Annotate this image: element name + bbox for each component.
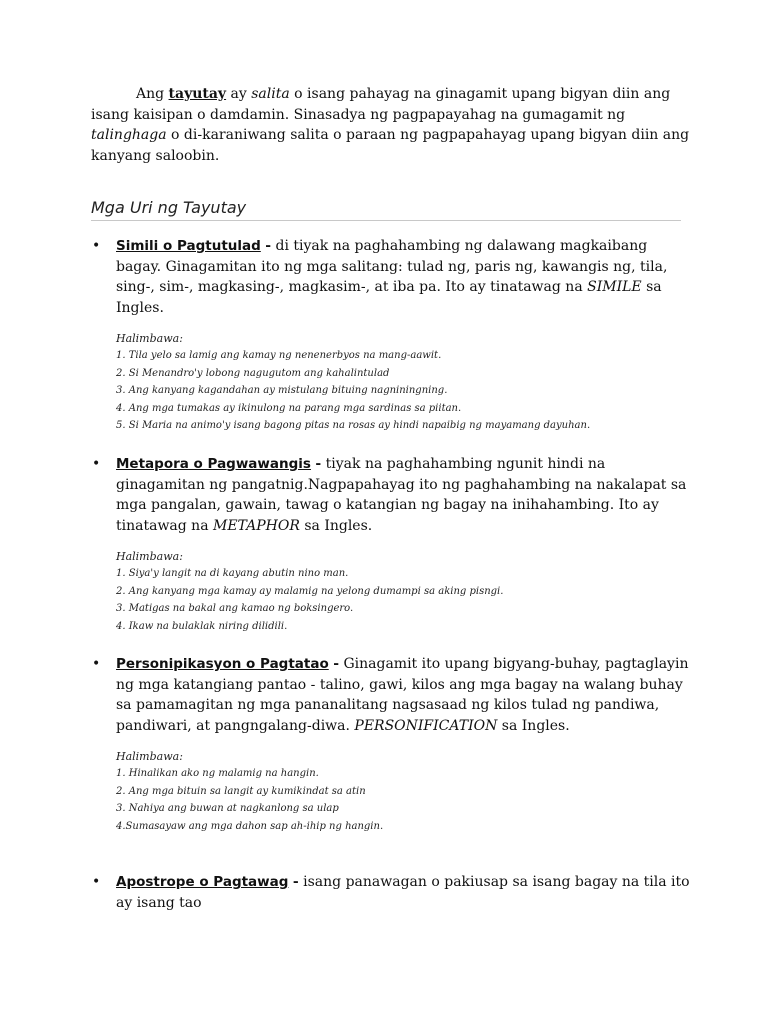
item-separator: - xyxy=(333,656,340,672)
bullet-icon: • xyxy=(92,238,101,254)
bullet-icon: • xyxy=(92,656,101,672)
item-term: Apostrope o Pagtawag xyxy=(116,874,289,890)
item-separator: - xyxy=(315,456,322,472)
example-line: 1. Hinalikan ako ng malamig na hangin. xyxy=(116,768,319,779)
bullet-icon: • xyxy=(92,456,101,472)
item-text: tiyak na paghahambing ngunit hindi na ginagamitan ng pangatnig.Nagpapahayag ito ng paghahambing na nakalapat sa mga pangalan, gawain, tawag o katangian ng bagay na inihahambing. Ito ay tinatawag na xyxy=(116,456,687,534)
example-line: 2. Ang mga bituin sa langit ay kumikindat sa atin xyxy=(116,785,366,797)
item-text: sa Ingles. xyxy=(501,717,570,734)
english-term: METAPHOR xyxy=(213,517,300,534)
intro-text: o di-karaniwang salita o paraan ng pagpapahayag upang bigyan diin ang kanyang saloobin. xyxy=(91,127,690,164)
item-text: sa Ingles. xyxy=(304,517,373,534)
example-line: 2. Ang kanyang mga kamay ay malamig na yelong dumampi sa aking pisngi. xyxy=(116,585,504,597)
intro-text: ay xyxy=(230,86,247,102)
item-term: Personipikasyon o Pagtatao xyxy=(116,656,329,672)
examples-heading: Halimbawa: xyxy=(116,550,183,563)
english-term: SIMILE xyxy=(587,279,642,295)
tayutay-item-personipikasyon xyxy=(92,654,692,835)
item-description xyxy=(116,236,692,318)
item-text: Ginagamit ito upang bigyang-buhay, pagtaglayin ng mga katangiang pantao - talino, gawi, kilos ang mga bagay na walang buhay sa pamamagitan ng mga pananalitang nagsasaad ng kilos tulad ng pandiwa, pandiwari, at pangngalang-diwa. xyxy=(116,656,689,734)
example-line: 2. Si Menandro'y lobong nagugutom ang kahalintulad xyxy=(116,367,390,379)
item-description xyxy=(116,654,692,736)
intro-paragraph xyxy=(91,84,701,166)
keyword-salita: salita xyxy=(251,86,290,102)
item-text: sa Ingles. xyxy=(116,279,662,316)
english-term: PERSONIFICATION xyxy=(354,717,498,734)
intro-text: Ang xyxy=(136,86,165,102)
heading-divider xyxy=(91,220,681,221)
keyword-talinghaga: talinghaga xyxy=(91,127,167,143)
example-line: 4.Sumasayaw ang mga dahon sap ah-ihip ng hangin. xyxy=(116,820,384,832)
intro-text: o isang pahayag na ginagamit upang bigyan diin ang isang kaisipan o damdamin. Sinasadya ng pagpapayahag na gumagamit ng xyxy=(91,86,671,123)
bullet-icon: • xyxy=(92,874,101,890)
example-line: 4. Ang mga tumakas ay ikinulong na parang mga sardinas sa piitan. xyxy=(116,402,462,414)
example-line: 1. Tila yelo sa lamig ang kamay ng nenenerbyos na mang-aawit. xyxy=(116,350,442,361)
item-description xyxy=(116,454,692,536)
section-heading: Mga Uri ng Tayutay xyxy=(91,198,247,217)
example-line: 1. Siya'y langit na di kayang abutin nino man. xyxy=(116,568,349,579)
item-text: di tiyak na paghahambing ng dalawang magkaibang bagay. Ginagamitan ito ng mga salitang: tulad ng, paris ng, kawangis ng, tila, sing-, sim-, magkasing-, magkasim-, at iba pa. Ito ay tinatawag na xyxy=(116,238,668,295)
item-text: isang panawagan o pakiusap sa isang bagay na tila ito ay isang tao xyxy=(116,874,690,911)
examples-heading: Halimbawa: xyxy=(116,750,183,763)
item-term: Simili o Pagtutulad xyxy=(116,238,261,254)
example-line: 3. Nahiya ang buwan at nagkanlong sa ulap xyxy=(116,803,339,814)
example-line: 4. Ikaw na bulaklak niring dilidili. xyxy=(116,620,288,632)
keyword-tayutay: tayutay xyxy=(168,86,227,102)
item-description xyxy=(116,872,692,913)
example-line: 3. Matigas na bakal ang kamao ng boksingero. xyxy=(116,603,354,614)
tayutay-item-metapora xyxy=(92,454,692,635)
item-term: Metapora o Pagwawangis xyxy=(116,456,311,472)
examples-heading: Halimbawa: xyxy=(116,332,183,345)
tayutay-item-apostrope xyxy=(92,872,692,913)
example-line: 5. Si Maria na animo'y isang bagong pitas na rosas ay hindi napaibig ng mayamang dayuhan. xyxy=(116,420,591,431)
example-line: 3. Ang kanyang kagandahan ay mistulang bituing nagniningning. xyxy=(116,385,448,396)
item-separator: - xyxy=(265,238,272,254)
tayutay-item-simili xyxy=(92,236,692,435)
item-separator: - xyxy=(292,874,299,890)
